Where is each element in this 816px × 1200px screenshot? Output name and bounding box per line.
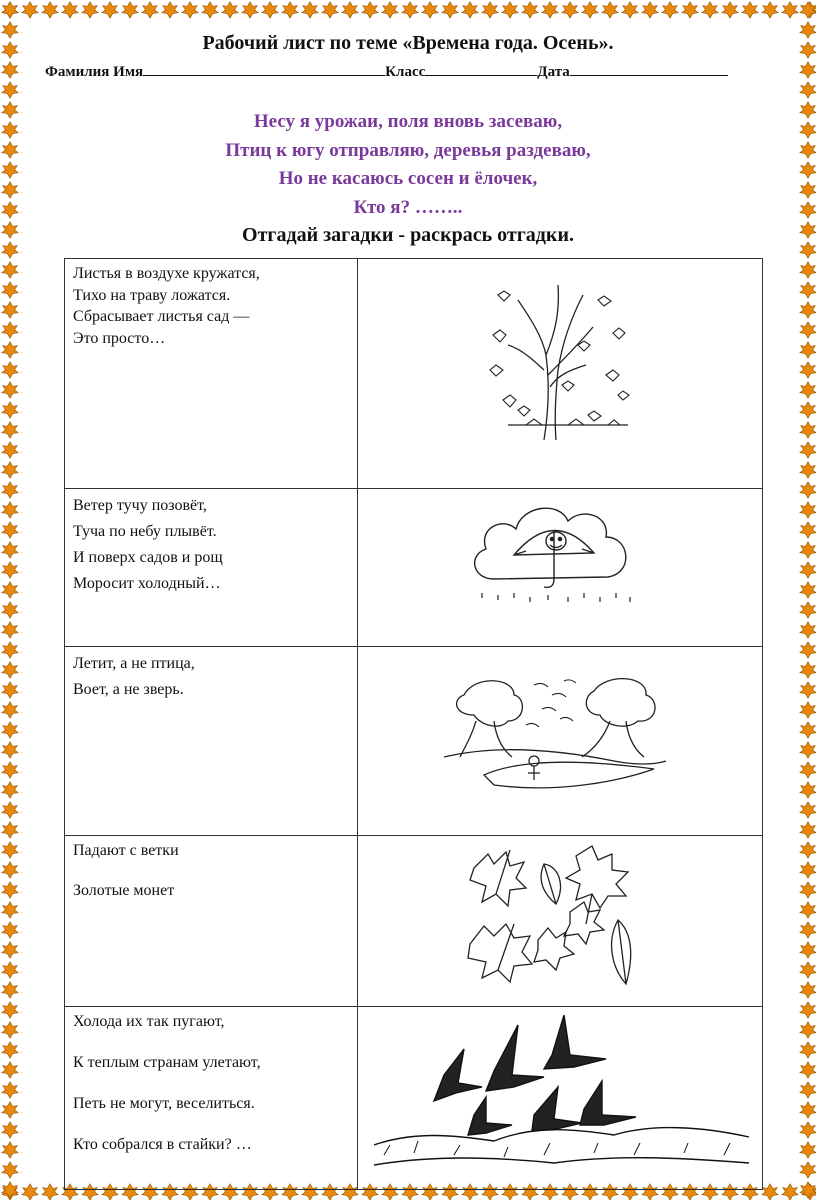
poem-line: Но не касаюсь сосен и ёлочек, — [278, 168, 538, 189]
poem-line: Кто я? …….. — [353, 196, 463, 218]
table-row — [65, 647, 763, 836]
riddle-text: Листья в воздухе кружатся, Тихо на траву ложатся. Сбрасывает листья сад — Это просто… — [65, 259, 358, 489]
worksheet-title: Рабочий лист по теме «Времена года. Осень». — [202, 32, 614, 54]
name-field[interactable] — [143, 61, 385, 76]
riddle-answer-picture[interactable] — [358, 1007, 763, 1190]
tree-with-falling-leaves-icon — [478, 275, 648, 445]
riddle-answer-picture[interactable] — [358, 836, 763, 1007]
riddle-answer-picture[interactable] — [358, 647, 763, 836]
autumn-leaves-icon — [466, 844, 646, 994]
table-row — [65, 1007, 763, 1190]
windy-landscape-icon — [434, 665, 674, 815]
riddle-text: Падают с ветки Золотые монет — [65, 836, 358, 1007]
rain-cloud-umbrella-icon — [464, 497, 644, 617]
class-field[interactable] — [425, 61, 537, 76]
name-label: Фамилия Имя — [45, 64, 144, 80]
riddle-text: Ветер тучу позовёт, Туча по небу плывёт. И поверх садов и рощ Моросит холодный… — [65, 489, 358, 647]
table-row — [65, 259, 763, 489]
riddle-text: Холода их так пугают, К теплым странам улетают, Петь не могут, веселиться. Кто собрался в стайки? … — [65, 1007, 358, 1190]
riddles-table — [64, 258, 763, 1190]
table-row — [65, 836, 763, 1007]
date-label: Дата — [537, 64, 570, 80]
riddle-answer-picture[interactable] — [358, 489, 763, 647]
table-row — [65, 489, 763, 647]
poem-line: Несу я урожаи, поля вновь засеваю, — [253, 111, 563, 132]
flying-geese-icon — [374, 1015, 754, 1185]
date-field[interactable] — [570, 61, 728, 76]
riddle-answer-picture[interactable] — [358, 259, 763, 489]
riddle-text: Летит, а не птица, Воет, а не зверь. — [65, 647, 358, 836]
class-label: Класс — [385, 64, 426, 80]
autumn-poem — [0, 108, 816, 222]
student-info-line — [45, 61, 775, 81]
task-instruction: Отгадай загадки - раскрась отгадки. — [242, 224, 574, 246]
poem-line: Птиц к югу отправляю, деревья раздеваю, — [225, 139, 591, 161]
